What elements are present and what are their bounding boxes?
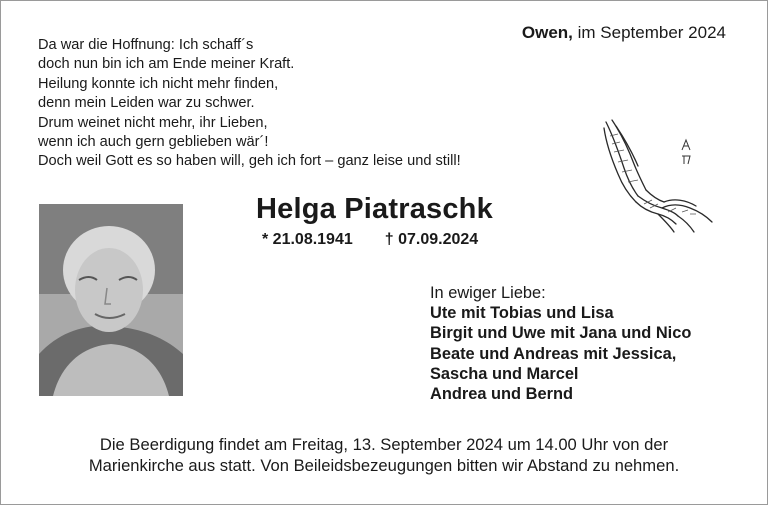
mourner-line: Ute mit Tobias und Lisa bbox=[430, 304, 614, 323]
life-dates bbox=[262, 231, 478, 249]
mourner-line: Sascha und Marcel bbox=[430, 364, 579, 383]
mourners bbox=[430, 283, 691, 404]
funeral-notice-line: Marienkirche aus statt. Von Beileidsbezeugungen bitten wir Abstand zu nehmen. bbox=[88, 456, 680, 475]
poem bbox=[38, 36, 461, 172]
poem-line: denn mein Leiden war zu schwer. bbox=[38, 95, 255, 112]
mourner-line: Beate und Andreas mit Jessica, bbox=[430, 344, 677, 363]
place: Owen, bbox=[521, 23, 573, 42]
funeral-notice bbox=[0, 434, 768, 476]
funeral-notice-line: Die Beerdigung findet am Freitag, 13. September 2024 um 14.00 Uhr von der bbox=[99, 435, 669, 454]
portrait-image bbox=[39, 204, 183, 396]
poem-line: wenn ich auch gern geblieben wär´! bbox=[38, 134, 269, 151]
poem-line: Doch weil Gott es so haben will, geh ich fort – ganz leise und still! bbox=[38, 153, 461, 170]
place-date bbox=[522, 23, 726, 43]
poem-line: Drum weinet nicht mehr, ihr Lieben, bbox=[38, 114, 268, 131]
date: im September 2024 bbox=[577, 23, 726, 42]
death-date: † 07.09.2024 bbox=[384, 231, 479, 248]
poem-line: doch nun bin ich am Ende meiner Kraft. bbox=[38, 56, 295, 73]
praying-hands-icon bbox=[598, 116, 716, 234]
mourner-line: Birgit und Uwe mit Jana und Nico bbox=[430, 324, 692, 343]
poem-line: Heilung konnte ich nicht mehr finden, bbox=[38, 75, 279, 92]
portrait-photo bbox=[39, 204, 183, 396]
birth-date: * 21.08.1941 bbox=[262, 231, 353, 248]
poem-line: Da war die Hoffnung: Ich schaff´s bbox=[38, 37, 254, 53]
deceased-name: Helga Piatraschk bbox=[256, 193, 493, 225]
mourners-intro: In ewiger Liebe: bbox=[430, 284, 546, 302]
mourner-line: Andrea und Bernd bbox=[430, 385, 573, 404]
